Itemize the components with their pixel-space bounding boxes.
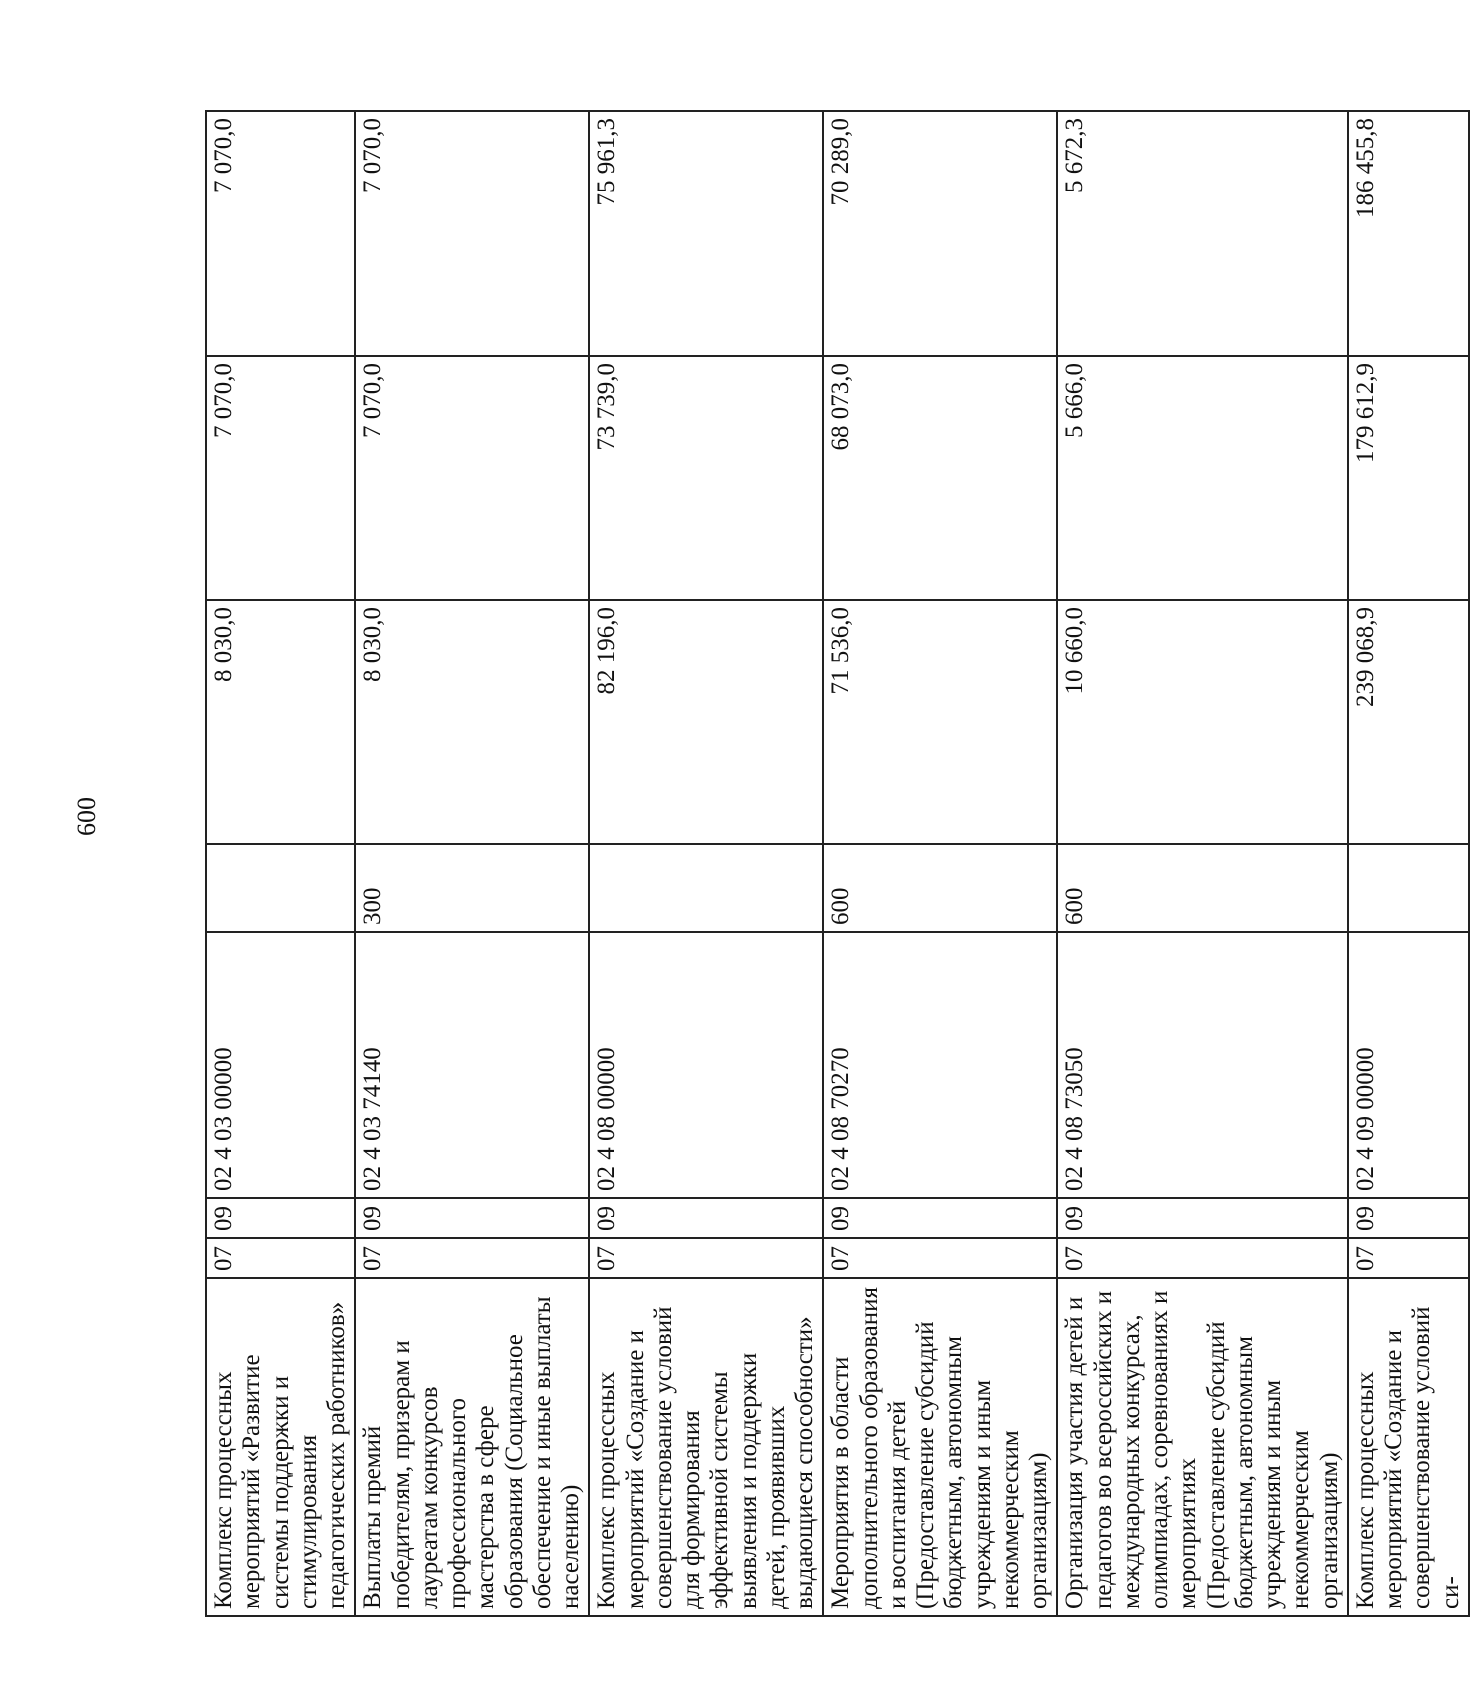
table-row — [589, 111, 823, 1616]
budget-table-rotated — [205, 112, 1464, 1617]
row-name: Организация участия детей и педагогов во всероссийских и международных конкурсах, олимпиадах, соревнованиях и мероприятиях (Предоставление субсидий бюджетным, автономным учреждениям и иным некоммерческим организациям) — [1057, 1278, 1348, 1616]
amount-cell: 5 666,0 — [1057, 356, 1348, 600]
target-article-code: 02 4 03 74140 — [355, 932, 589, 1198]
amount-cell: 186 455,8 — [1348, 111, 1469, 356]
page-number: 600 — [72, 797, 101, 836]
amount-cell: 70 289,0 — [823, 111, 1057, 356]
section-code: 07 — [1057, 1238, 1348, 1278]
target-article-code: 02 4 09 00000 — [1348, 932, 1469, 1198]
amount-cell: 68 073,0 — [823, 356, 1057, 600]
expense-type-code: 600 — [823, 844, 1057, 932]
table-row — [1348, 111, 1469, 1616]
subsection-code: 09 — [589, 1198, 823, 1238]
target-article-code: 02 4 03 00000 — [206, 932, 355, 1198]
target-article-code: 02 4 08 70270 — [823, 932, 1057, 1198]
budget-table — [205, 110, 1470, 1617]
expense-type-code — [1348, 844, 1469, 932]
amount-cell: 7 070,0 — [206, 111, 355, 356]
subsection-code: 09 — [1348, 1198, 1469, 1238]
row-name: Комплекс процессных мероприятий «Создание и совершенствование условий для формирования эффективной системы выявления и поддержки детей, проявивших выдающиеся способности» — [589, 1278, 823, 1616]
amount-cell: 5 672,3 — [1057, 111, 1348, 356]
amount-cell: 7 070,0 — [355, 356, 589, 600]
expense-type-code — [206, 844, 355, 932]
amount-cell: 82 196,0 — [589, 600, 823, 844]
expense-type-code: 600 — [1057, 844, 1348, 932]
expense-type-code: 300 — [355, 844, 589, 932]
table-row — [1057, 111, 1348, 1616]
amount-cell: 179 612,9 — [1348, 356, 1469, 600]
amount-cell: 71 536,0 — [823, 600, 1057, 844]
amount-cell: 8 030,0 — [355, 600, 589, 844]
section-code: 07 — [589, 1238, 823, 1278]
amount-cell: 7 070,0 — [206, 356, 355, 600]
expense-type-code — [589, 844, 823, 932]
row-name: Комплекс процессных мероприятий «Создание и совершенствование условий си- — [1348, 1278, 1469, 1616]
target-article-code: 02 4 08 00000 — [589, 932, 823, 1198]
row-name: Мероприятия в области дополнительного образования и воспитания детей (Предоставление субсидий бюджетным, автономным учреждениям и иным некоммерческим организациям) — [823, 1278, 1057, 1616]
target-article-code: 02 4 08 73050 — [1057, 932, 1348, 1198]
row-name: Комплекс процессных мероприятий «Развитие системы поддержки и стимулирования педагогических работников» — [206, 1278, 355, 1616]
section-code: 07 — [206, 1238, 355, 1278]
amount-cell: 75 961,3 — [589, 111, 823, 356]
amount-cell: 7 070,0 — [355, 111, 589, 356]
subsection-code: 09 — [823, 1198, 1057, 1238]
amount-cell: 239 068,9 — [1348, 600, 1469, 844]
subsection-code: 09 — [1057, 1198, 1348, 1238]
amount-cell: 8 030,0 — [206, 600, 355, 844]
section-code: 07 — [1348, 1238, 1469, 1278]
amount-cell: 10 660,0 — [1057, 600, 1348, 844]
amount-cell: 73 739,0 — [589, 356, 823, 600]
table-row — [823, 111, 1057, 1616]
subsection-code: 09 — [355, 1198, 589, 1238]
section-code: 07 — [355, 1238, 589, 1278]
table-row — [355, 111, 589, 1616]
subsection-code: 09 — [206, 1198, 355, 1238]
table-row — [206, 111, 355, 1616]
section-code: 07 — [823, 1238, 1057, 1278]
row-name: Выплаты премий победителям, призерам и лауреатам конкурсов профессионального мастерства в сфере образования (Социальное обеспечение и иные выплаты населению) — [355, 1278, 589, 1616]
